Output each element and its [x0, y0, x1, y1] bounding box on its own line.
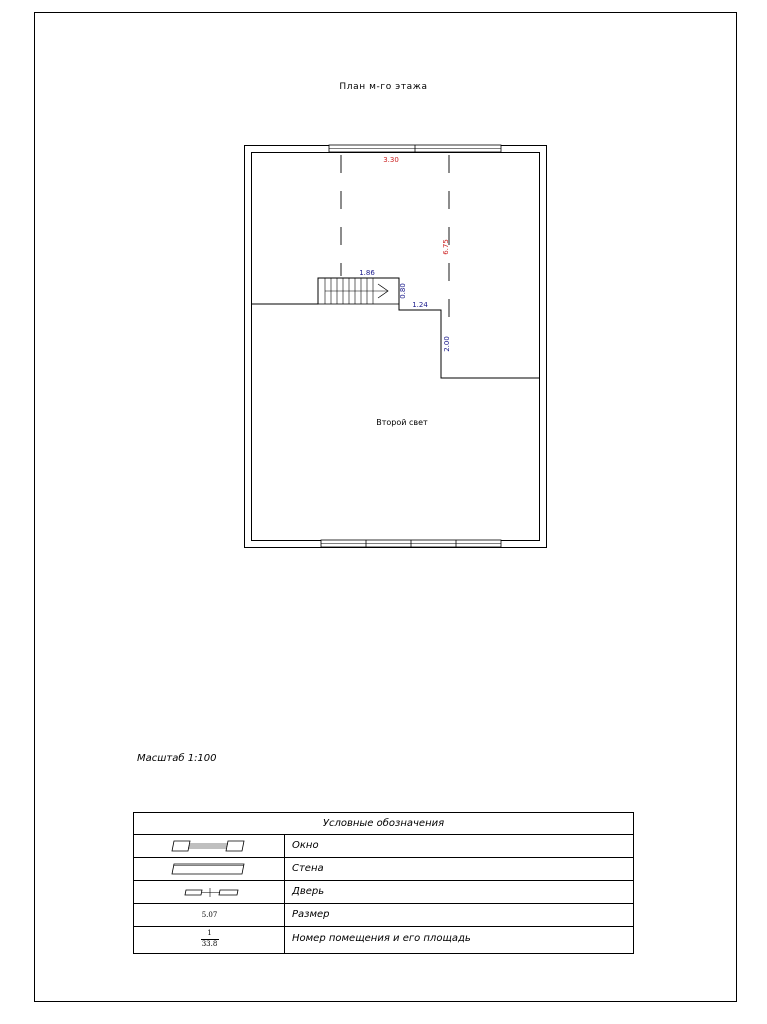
dim-step-width: 1.24	[412, 301, 428, 309]
opening-outline	[252, 278, 539, 378]
legend-label-dimension: Размер	[292, 909, 330, 920]
legend-row-window	[134, 835, 633, 858]
legend-row-dimension	[134, 904, 633, 927]
dim-height-right: 6.75	[442, 239, 450, 255]
inner-wall	[252, 153, 540, 541]
legend-row-wall	[134, 858, 633, 881]
dimension-sample: 5.07	[201, 911, 218, 919]
dim-stair-width: 1.86	[359, 269, 375, 277]
outer-wall	[245, 146, 547, 548]
room-area-sample: 33.8	[201, 940, 218, 948]
dim-width-top: 3.30	[383, 156, 399, 164]
staircase	[318, 278, 399, 304]
dim-step-height: 2.00	[443, 336, 451, 352]
legend-label-window: Окно	[292, 840, 319, 851]
window-symbol	[134, 835, 285, 857]
door-symbol	[134, 881, 285, 903]
room-number-sample: 1	[207, 929, 212, 937]
dimension-symbol	[134, 904, 285, 926]
bottom-windows	[321, 540, 501, 547]
legend-title: Условные обозначения	[134, 813, 633, 835]
room-label: Второй свет	[376, 418, 428, 427]
legend-row-room	[134, 927, 633, 954]
room-number-symbol	[134, 927, 285, 954]
legend-table	[133, 812, 634, 954]
wall-symbol	[134, 858, 285, 880]
legend-row-door	[134, 881, 633, 904]
top-windows	[329, 145, 501, 152]
dim-stair-depth: 0.80	[399, 283, 407, 299]
legend-label-door: Дверь	[292, 886, 325, 897]
scale-label: Масштаб 1:100	[137, 753, 217, 764]
plan-title: План м-го этажа	[339, 82, 428, 92]
legend-label-room: Номер помещения и его площадь	[292, 933, 471, 944]
legend-label-wall: Стена	[292, 863, 324, 874]
